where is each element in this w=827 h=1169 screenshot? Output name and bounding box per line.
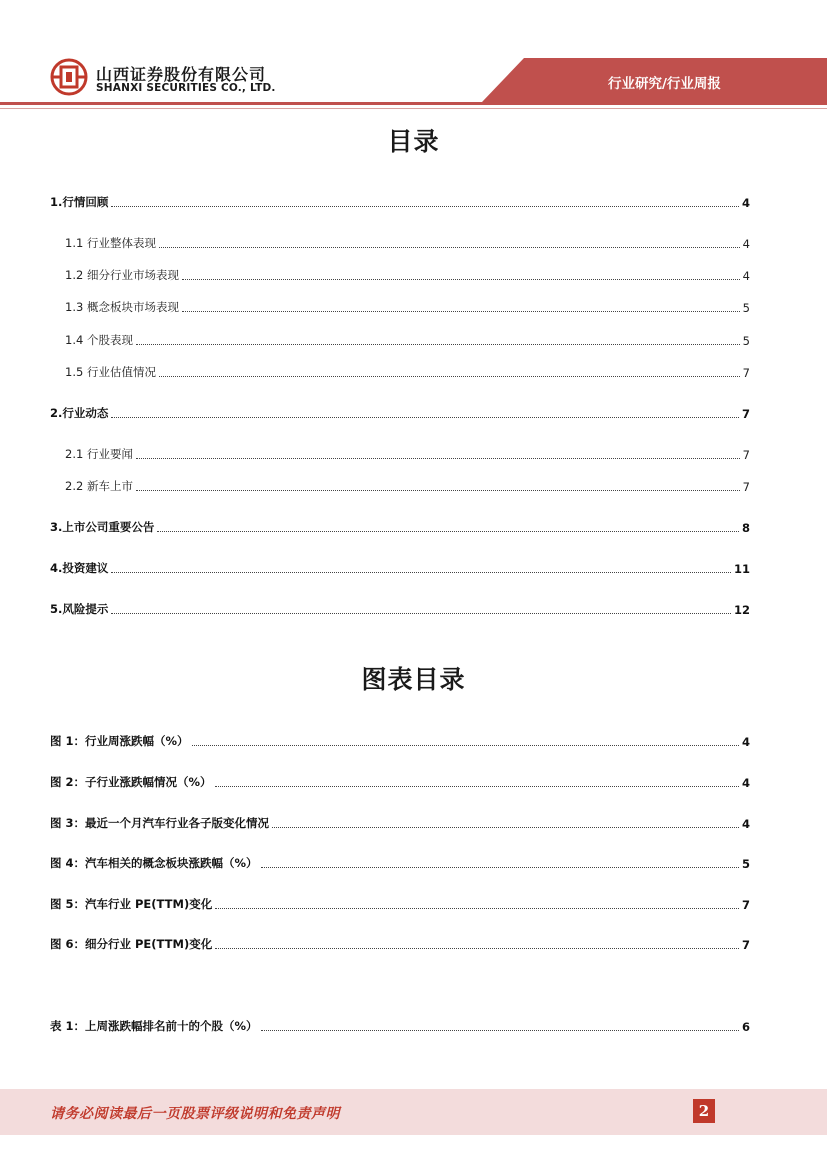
figure-entry[interactable] [50, 815, 750, 831]
toc-entry-text: 2.行业动态 [50, 406, 109, 420]
toc-leader-dots [182, 311, 740, 312]
toc-entry[interactable] [65, 364, 750, 380]
toc-entry[interactable] [65, 299, 750, 315]
toc-entry-text: 4.投资建议 [50, 561, 109, 575]
toc-entry-page: 7 [742, 366, 750, 380]
toc-leader-dots [261, 1030, 739, 1031]
toc-leader-dots [136, 344, 740, 345]
figure-entry-text: 图 5：汽车行业 PE(TTM)变化 [50, 897, 213, 911]
figure-entry-page: 4 [741, 817, 750, 831]
toc-entry-page: 12 [733, 603, 750, 617]
figure-entry-text: 图 2：子行业涨跌幅情况（%） [50, 775, 212, 789]
figure-entry-page: 5 [741, 857, 750, 871]
company-logo-icon [50, 58, 88, 96]
toc-entry[interactable] [65, 332, 750, 348]
toc-title: 目录 [387, 127, 440, 156]
toc-leader-dots [111, 206, 739, 207]
toc-entry-page: 4 [742, 269, 750, 283]
figure-entry-page: 7 [741, 898, 750, 912]
toc-entry-page: 5 [742, 334, 750, 348]
toc-leader-dots [111, 613, 731, 614]
figure-entry-text: 图 3：最近一个月汽车行业各子版变化情况 [50, 816, 270, 830]
figure-entry-page: 4 [741, 776, 750, 790]
toc-entry-page: 11 [733, 562, 750, 576]
toc-entry-text: 1.3 概念板块市场表现 [65, 300, 179, 314]
toc-entry-text: 2.1 行业要闻 [65, 447, 133, 461]
figure-entry[interactable] [50, 733, 750, 749]
toc-entry-text: 1.行情回顾 [50, 195, 109, 209]
table-entry-page: 6 [741, 1020, 750, 1034]
toc-entry[interactable] [50, 194, 750, 210]
report-category: 行业研究/行业周报 [608, 76, 721, 92]
toc-leader-dots [215, 786, 739, 787]
figure-entry-page: 7 [741, 938, 750, 952]
toc-entry[interactable] [50, 405, 750, 421]
toc-leader-dots [215, 908, 739, 909]
toc-leader-dots [159, 247, 740, 248]
toc-leader-dots [159, 376, 740, 377]
toc-leader-dots [111, 572, 731, 573]
toc-entry-text: 1.4 个股表现 [65, 333, 133, 347]
figure-entry[interactable] [50, 936, 750, 952]
toc-entry-page: 4 [742, 237, 750, 251]
figure-entry[interactable] [50, 774, 750, 790]
header-divider [0, 102, 827, 105]
figure-entry[interactable] [50, 896, 750, 912]
figure-entry[interactable] [50, 855, 750, 871]
toc-entry-page: 8 [741, 521, 750, 535]
toc-entry-text: 3.上市公司重要公告 [50, 520, 155, 534]
toc-entry-page: 4 [741, 196, 750, 210]
toc-entry-text: 1.5 行业估值情况 [65, 365, 156, 379]
figure-entry-text: 图 1：行业周涨跌幅（%） [50, 734, 189, 748]
toc-entry-page: 7 [742, 480, 750, 494]
toc-entry-page: 5 [742, 301, 750, 315]
figure-entry-text: 图 6：细分行业 PE(TTM)变化 [50, 937, 213, 951]
toc-entry-text: 1.2 细分行业市场表现 [65, 268, 179, 282]
toc-entry[interactable] [50, 560, 750, 576]
toc-entry[interactable] [50, 519, 750, 535]
company-name-cn: 山西证券股份有限公司 [96, 65, 267, 84]
toc-entry-text: 5.风险提示 [50, 602, 109, 616]
toc-entry[interactable] [65, 446, 750, 462]
toc-entry[interactable] [50, 601, 750, 617]
figure-entry-page: 4 [741, 735, 750, 749]
page-number: 2 [693, 1099, 715, 1123]
table-entry-text: 表 1：上周涨跌幅排名前十的个股（%） [50, 1019, 258, 1033]
toc-leader-dots [182, 279, 740, 280]
toc-leader-dots [111, 417, 739, 418]
figure-entry-text: 图 4：汽车相关的概念板块涨跌幅（%） [50, 856, 258, 870]
toc-entry-text: 1.1 行业整体表现 [65, 236, 156, 250]
toc-entry[interactable] [65, 267, 750, 283]
company-name-en: SHANXI SECURITIES CO., LTD. [96, 82, 276, 94]
toc-leader-dots [261, 867, 739, 868]
toc-leader-dots [136, 458, 740, 459]
toc-leader-dots [157, 531, 739, 532]
toc-entry[interactable] [65, 478, 750, 494]
company-logo [50, 58, 290, 102]
toc-entry-page: 7 [741, 407, 750, 421]
table-entry[interactable] [50, 1018, 750, 1034]
toc-entry[interactable] [65, 235, 750, 251]
toc-entry-page: 7 [742, 448, 750, 462]
toc-leader-dots [215, 948, 739, 949]
toc-leader-dots [272, 827, 739, 828]
disclaimer-notice: 请务必阅读最后一页股票评级说明和免责声明 [50, 1106, 340, 1122]
toc-entry-text: 2.2 新车上市 [65, 479, 133, 493]
figures-title: 图表目录 [361, 665, 466, 694]
header-divider-thin [0, 108, 827, 109]
toc-leader-dots [136, 490, 740, 491]
page-header [0, 0, 827, 112]
toc-leader-dots [192, 745, 739, 746]
